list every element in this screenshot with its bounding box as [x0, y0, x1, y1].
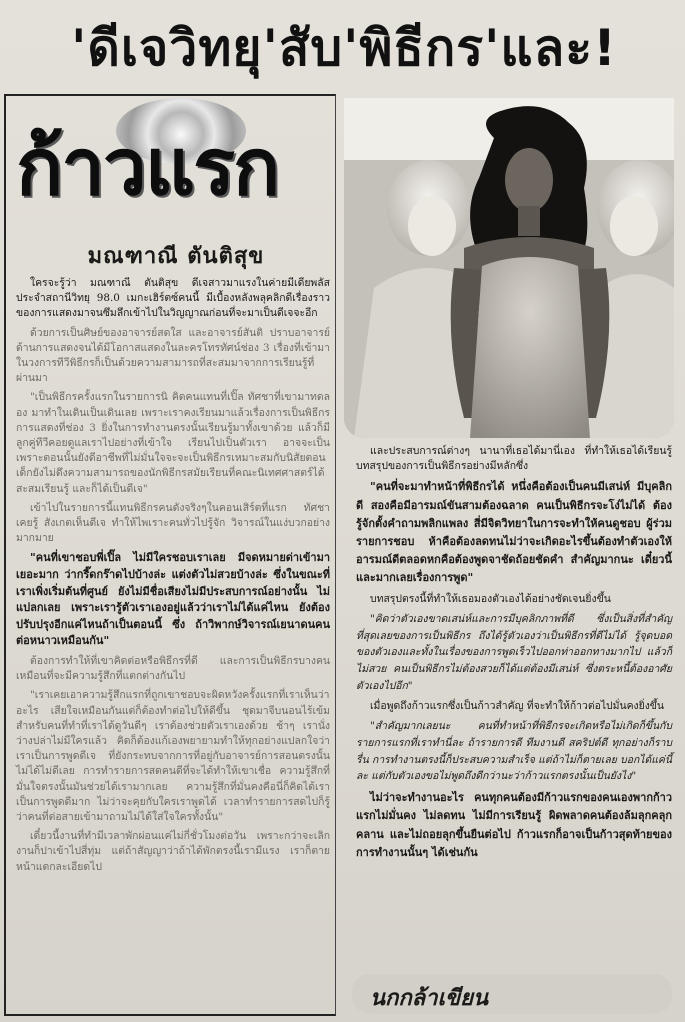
- left-article-paragraph: เข้าไปในรายการนี้แทนพิธีกรคนดังจริงๆในคอนเสิร์ตที่แรก ทัศชา เคยรู้ สังเกตเห็นดีเจ ทำให้ไพเราะคนทั่วไปรู้จัก วิจารณ์ในแง่บวกอย่างมากมาย: [16, 501, 330, 545]
- left-article-paragraph: ด้วยการเป็นศิษย์ของอาจารย์สดใส และอาจารย์สันติ ปราบอาจารย์ด้านการแสดงจนได้มีโอกาสแสดงในละครโทรทัศน์ช่อง 3 เรื่องที่เข้ามาในวงการทีวีพิธีกรก็เป็นด้วยความสามารถที่สะสมมาจากการเรียนรู้ที่ผ่านมา: [16, 326, 330, 385]
- left-article-body: [16, 276, 330, 879]
- left-article-paragraph: "คนที่เขาชอบพี่เปิ๊ล ไม่มีใครชอบเราเลย มีจดหมายด่าเข้ามาเยอะมาก ว่ากรี๊ดกร๊าดไปบ้างล่ะ แต่งตัวไม่สวยบ้างล่ะ ซึ่งในขณะที่เราเพิ่งเริ่มต้นที่ศูนย์ ยังไม่มีชื่อเสียงไม่มีประสบการณ์อย่างนั้น ไม่แปลกเลย เพราะเรารู้ตัวเราเองอยู่แล้วว่าเราไม่ได้แค่ไหน ยังต้องปรับปรุงอีกแค่ไหนถ้าเป็นตอนนี้ ซึ่ง ถ้าวิพากษ์วิจารณ์เยนาดนคนต่อหนาวเหมือนกัน": [16, 551, 330, 648]
- right-article-paragraph: "คิดว่าตัวเองขาดเสน่ห์และการมีบุคลิกภาพที่ดี ซึ่งเป็นสิ่งที่สำคัญที่สุดเลยของการเป็นพิธีกร ถึงได้รู้ตัวเองว่าเป็นพิธีกรที่ดีไม่ได้ รู้จุดบอดของตัวเองและทั้งในเรื่องของการพูดเร็วไปออกท่าออกทางมากไป แล้วก็ไม่สวย คนเป็นพิธีกรไม่ต้องสวยก็ได้แต่ต้องมีเสน่ห์ ซึ่งตระหนี้ต้องอาศัยตัวเองไปอีก": [356, 612, 672, 693]
- right-article-paragraph: "คนที่จะมาทำหน้าที่พิธีกรได้ หนึ่งคือต้องเป็นคนมีเสน่ห์ มีบุคลิกดี สองคือมีอารมณ์ขันสามต้องฉลาด คนเป็นพิธีกรจะโง่ไม่ได้ ต้องรู้จักตั้งคำถามพลิกแพลง สี่มีจิตวิทยาในการจะทำให้คนดูชอบ ผู้ร่วมรายการชอบ ห้าคือต้องลดทนไม่ว่าจะเกิดอะไรขึ้นต้องทำตัวเองให้อารมณ์ดีตลอดหกคือต้องพูดจาชัดถ้อยชัดคำ สำคัญมากนะ เดี๋ยวนี้และมากเลยเรื่องการพูด": [356, 480, 672, 585]
- headline: 'ดีเจวิทยุ'สับ'พิธีกร'และ!: [71, 18, 617, 77]
- right-article-paragraph: บทสรุปตรงนี้ที่ทำให้เธอมองตัวเองได้อย่างชัดเจนยิ่งขึ้น: [370, 592, 611, 605]
- right-article-paragraph: "สำคัญมากเลยนะ คนที่ทำหน้าที่พิธีกรจะเกิดหรือไม่เกิดก็ขึ้นกับรายการแรกที่เราทำนี่ละ ถ้ารายการดี ทีมงานดี สคริปต์ดี ทุกอย่างก็ราบรื่น การทำงานตรงนี้ก็ประสบความสำเร็จ แต่ถ้าไม่ก็ตายเลย บอกได้แค่นี้ละ แต่กับตัวเองขอไม่พูดถึงดีกว่านะว่าก้าวแรกตรงนั้นเป็นยังไง": [356, 720, 672, 783]
- left-article-paragraph: "เป็นพิธีกรครั้งแรกในรายการนิ คิดคนแทนที่เปิ๊ล ทัศชาที่เขามาทดลอง มาทำในเดินเป็นเดินเลย เพราะเราคงเรียนมาแล้วเรื่องการเป็นพิธีกรการแสดงที่ช่อง 3 ยิ่งในการทำงานตรงนั้นเรียนรู้มาทั้งเขาด้วย แล้วก็มีลูกคู่ทีวีคอยดูแลเราไปอย่างที่เข้าใจ เรียนไปเป็นตัวเรา อาจจะเป็นเพราะตอนนั้นยังดีอาชีพที่ไม่มั่นใจจะจะเป็นพิธีกรเหมาะสมกับนิสัยตอนเด็กยังไม่ดึงความสามารถของนักพิธีกรสมัยเรียนที่คณะนิเทศศาสตร์ได้สะสมเรียนรู้ และก็ได้เป็นดีเจ": [16, 391, 330, 495]
- left-article-paragraph: เดี๋ยวนี้งานที่ทำมีเวลาพักผ่อนแค่ไม่กี่ชั่วโมงต่อวัน เพราะกว่าจะเลิกงานก็ปาเข้าไปสี่ทุ่ม แต่ถ้าสัญญาว่าถ้าได้พักตรงนี้เรามีแรง เราก็ตาย หน้าแตกละเอียดไป: [16, 830, 330, 873]
- author-name: มณฑาณี ตันติสุข: [87, 244, 265, 269]
- left-article-paragraph: "เราเคยเอาความรู้สึกแรกที่ถูกเขาชอบจะผิดหวังครั้งแรกที่เราเห็นว่าอะไร เสียใจเหมือนกันแต่ก็ต้องทำต่อไปให้ดีขึ้น ชุดมาจีบนอนไร้เข้ม สำหรับคนที่ทำที่เราได้ดูวันดีๆ เราต้องช่วยตัวเราเองด้วย ช้าๆ เรานั่งว่างปล่าไม่มีใครแล้ว คิดก็ต้องแก้เองพยายามทำให้ทุกอย่างแปลกใจว่าเราเป็นการพูดดีเจ ที่ยังกระทบจากการที่อยู่กับอาจารย์การสอนตรงนั้นไม่ได้ไม่ดีเลย การทำรายการสดคนดีที่จะได้ทำให้เขาเชื่อ ความรู้สึกที่มั่นใจตรงนั้นมันช่วยได้เรามากเลย ความรู้สึกที่มั่นคงคือนี่ก็คิดได้เราเป็นการพูดดีมาก ไม่ว่าจะคุยกับใครเราพูดได้ เวลาทำรายการสดไปก็รู้ว่าคนที่ต่อสายเข้ามาถามไม่ได้ใส่ใจใครทั้งนั้น": [16, 689, 330, 824]
- left-column: [4, 94, 336, 1016]
- column-logo-text: ก้าวแรก: [16, 123, 279, 213]
- column-logo: [16, 98, 334, 226]
- right-article-paragraph: ไม่ว่าจะทำงานอะไร คนทุกคนต้องมีก้าวแรกของคนเองพากก้าวแรกไม่มั่นคง ไม่ลดทน ไม่มีการเรียนรู้ ผิดพลาดคนต้องล้มลุกคลุกคลาน และไม่ถอยลุกขึ้นยืนต่อไป ก้าวแรกก็อาจเป็นก้าวสุดท้ายของการทำงานนั้นๆ ได้เช่นกัน: [356, 791, 672, 859]
- right-article-body: [356, 444, 672, 866]
- photo-illustration: [344, 98, 674, 438]
- right-article-paragraph: และประสบการณ์ต่างๆ นานาที่เธอได้มานี่เอง ที่ทำให้เธอได้เรียนรู้บทสรุปของการเป็นพิธีกรอย่างมีหลักซึ่ง: [356, 445, 672, 473]
- portrait-photo: [344, 98, 674, 438]
- right-article-paragraph: เมื่อพูดถึงก้าวแรกซึ่งเป็นก้าวสำคัญ ที่จะทำให้ก้าวต่อไปมั่นคงยิ่งขึ้น: [370, 699, 664, 712]
- byline-badge: [352, 974, 672, 1014]
- left-article-paragraph: ต้องการทำให้ที่เขาคิดต่อหรือพิธีกรที่ดี และการเป็นพิธีกรบางคนเหมือนที่จะมีความรู้สึกที่แตกต่างกันไป: [16, 655, 330, 683]
- left-article-paragraph: ใครจะรู้ว่า มณฑาณี ตันติสุข ดีเจสาวมาแรงในค่ายมีเดียพลัส ประจำสถานีวิทยุ 98.0 เมกะเฮิร์ตซ์คนนี้ มีเบื้องหลังพลุคลิกดีเรื่องราวของการแสดงมาจนซึมลึกเข้าไปในวิญญาณก่อนที่จะมาเป็นดีเจจะอีก: [16, 277, 330, 320]
- byline-text: นกกล้าเขียน: [370, 986, 489, 1011]
